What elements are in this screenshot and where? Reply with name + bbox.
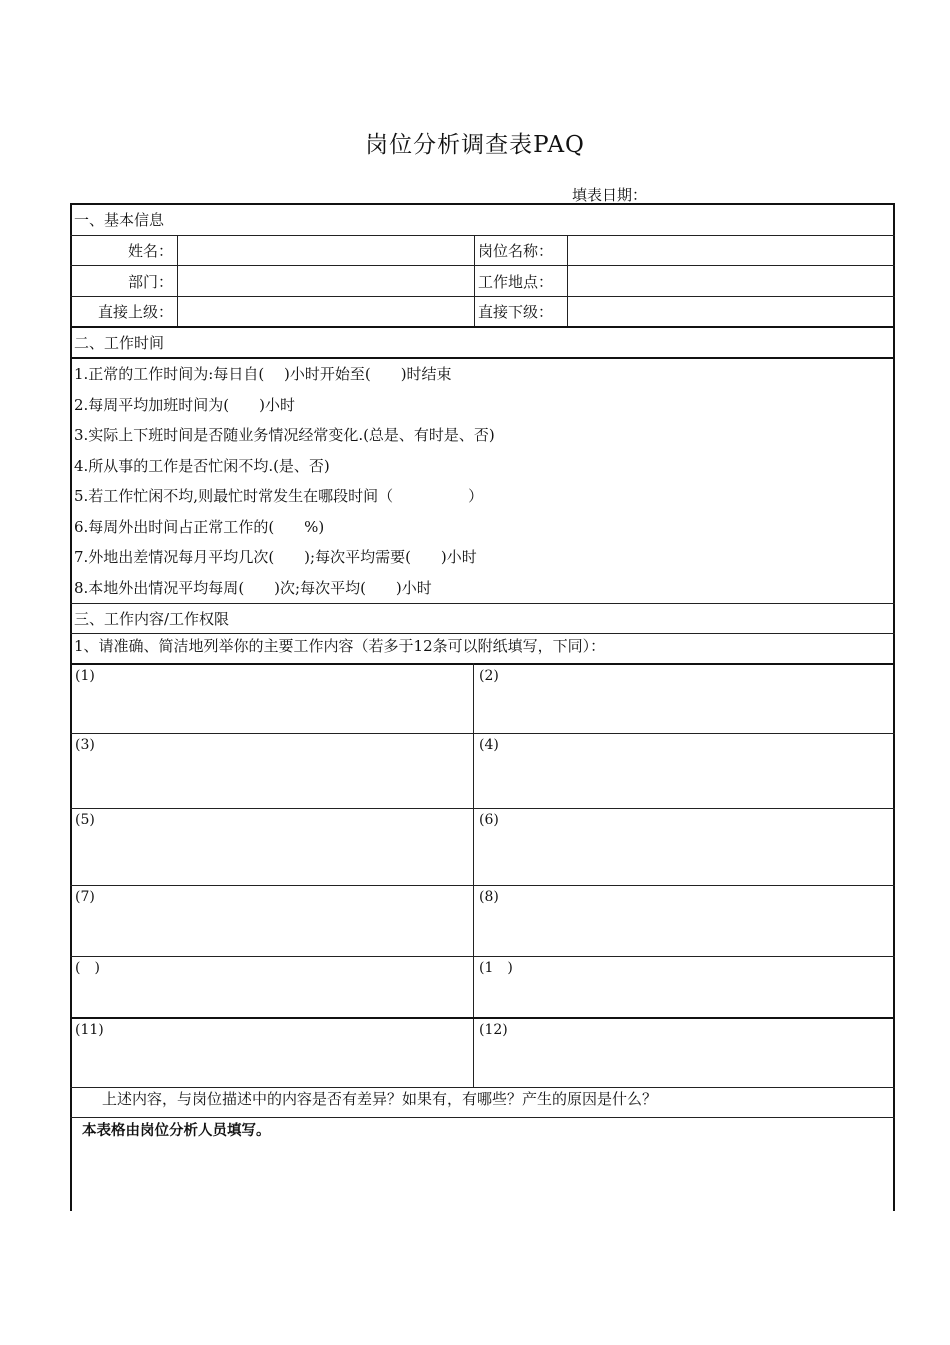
position-name-field[interactable] bbox=[568, 236, 892, 265]
work-content-cell[interactable] bbox=[474, 664, 892, 732]
work-content-cell-label: (11) bbox=[75, 1022, 104, 1038]
work-content-cell[interactable] bbox=[72, 886, 472, 956]
divider bbox=[70, 633, 895, 634]
section1-header: 一、基本信息 bbox=[74, 211, 165, 229]
direct-superior-field[interactable] bbox=[178, 297, 473, 326]
name-field[interactable] bbox=[178, 236, 473, 265]
work-content-cell-label: (12) bbox=[479, 1022, 508, 1038]
work-content-cell-label: (8) bbox=[479, 889, 499, 905]
survey-form bbox=[70, 203, 895, 1211]
position-name-label: 岗位名称： bbox=[478, 242, 554, 260]
work-content-cell[interactable] bbox=[474, 886, 892, 956]
work-content-cell[interactable] bbox=[72, 809, 472, 885]
direct-subordinate-label: 直接下级： bbox=[478, 303, 554, 321]
work-location-field[interactable] bbox=[568, 266, 892, 296]
work-content-instruction: 1、请准确、简洁地列举你的主要工作内容（若多于12条可以附纸填写，下同）： bbox=[74, 637, 606, 655]
work-content-cell[interactable] bbox=[72, 664, 472, 732]
work-location-label: 工作地点： bbox=[478, 273, 554, 291]
page-title: 岗位分析调查表PAQ bbox=[365, 132, 585, 158]
discrepancy-question: 上述内容，与岗位描述中的内容是否有差异？如果有，有哪些？产生的原因是什么？ bbox=[102, 1090, 658, 1108]
work-time-item: 6.每周外出时间占正常工作的( %) bbox=[74, 518, 325, 536]
work-time-item: 8.本地外出情况平均每周( )次;每次平均( )小时 bbox=[74, 579, 432, 597]
divider bbox=[474, 235, 475, 327]
fill-date-label: 填表日期： bbox=[572, 186, 648, 204]
work-content-cell-label: (1) bbox=[75, 668, 95, 684]
work-content-cell-label: (3) bbox=[75, 737, 95, 753]
work-content-cell-label: (6) bbox=[479, 812, 499, 828]
work-content-cell-label: (7) bbox=[75, 889, 95, 905]
direct-superior-label: 直接上级： bbox=[97, 303, 173, 321]
work-content-cell[interactable] bbox=[474, 734, 892, 807]
divider bbox=[70, 326, 895, 328]
work-content-cell-label: (5) bbox=[75, 812, 95, 828]
work-content-cell[interactable] bbox=[474, 1019, 892, 1086]
work-content-cell-label: ( ) bbox=[75, 960, 100, 976]
work-content-cell-label: (2) bbox=[479, 668, 499, 684]
divider bbox=[70, 1087, 895, 1088]
discrepancy-answer-area[interactable] bbox=[72, 1143, 892, 1209]
work-content-cell[interactable] bbox=[474, 809, 892, 885]
divider bbox=[70, 603, 895, 604]
work-time-item: 1.正常的工作时间为:每日自( )小时开始至( )时结束 bbox=[74, 365, 452, 383]
name-label: 姓名： bbox=[127, 242, 173, 260]
department-label: 部门： bbox=[127, 273, 173, 291]
form-right-border bbox=[893, 203, 895, 1211]
work-content-cell[interactable] bbox=[72, 957, 472, 1016]
work-content-cell-label: (4) bbox=[479, 737, 499, 753]
form-top-border bbox=[70, 203, 895, 205]
section3-header: 三、工作内容/工作权限 bbox=[74, 610, 230, 628]
work-time-item: 5.若工作忙闲不均,则最忙时常发生在哪段时间（ ） bbox=[74, 487, 484, 505]
divider bbox=[70, 357, 895, 359]
work-content-cell[interactable] bbox=[72, 734, 472, 807]
department-field[interactable] bbox=[178, 266, 473, 296]
work-time-item: 4.所从事的工作是否忙闲不均.(是、否) bbox=[74, 457, 330, 475]
work-time-item: 3.实际上下班时间是否随业务情况经常变化.(总是、有时是、否) bbox=[74, 426, 495, 444]
footer-note: 本表格由岗位分析人员填写。 bbox=[82, 1123, 271, 1139]
divider bbox=[70, 1117, 895, 1118]
work-time-item: 2.每周平均加班时间为( )小时 bbox=[74, 396, 296, 414]
work-content-cell-label: (1 ) bbox=[479, 960, 513, 976]
work-content-cell[interactable] bbox=[72, 1019, 472, 1086]
work-content-cell[interactable] bbox=[474, 957, 892, 1016]
section2-header: 二、工作时间 bbox=[74, 334, 165, 352]
work-time-item: 7.外地出差情况每月平均几次( );每次平均需要( )小时 bbox=[74, 548, 477, 566]
direct-subordinate-field[interactable] bbox=[568, 297, 892, 326]
